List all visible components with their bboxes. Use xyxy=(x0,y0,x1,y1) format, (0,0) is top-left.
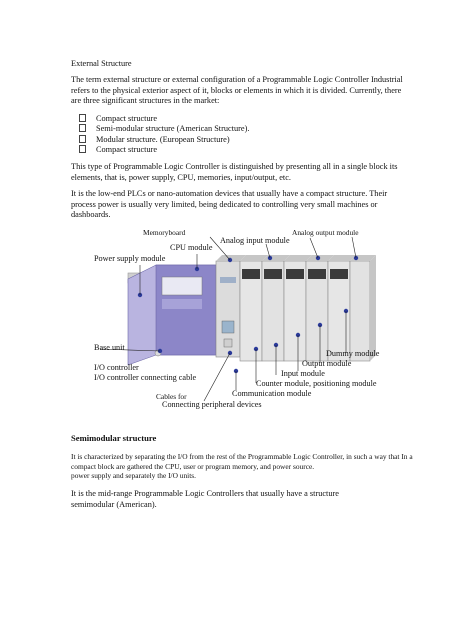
bullet-box-icon xyxy=(79,114,86,122)
compact-description: This type of Programmable Logic Controller is distinguished by presenting all in a single block its elements, that is, power supply, CPU, memories, input/output, etc. xyxy=(71,162,398,182)
label-communication-module: Communication module xyxy=(232,389,312,398)
bullet-box-icon xyxy=(79,145,86,153)
compact-low-end-paragraph: It is the low-end PLCs or nano-automation devices that usually have a compact structure. Their process power is usually very limited, being dedicated to controlling very small machines or dashboards. xyxy=(71,189,388,220)
label-analog-input-module: Analog input module xyxy=(220,236,290,245)
plc-figure xyxy=(70,225,410,415)
label-io-controller: I/O controller xyxy=(94,363,139,372)
label-base-unit: Base unit xyxy=(94,343,125,352)
label-io-cable: I/O controller connecting cable xyxy=(94,373,197,382)
label-memoryboard: Memoryboard xyxy=(143,228,186,237)
list-item: Semi-modular structure (American Structure). xyxy=(79,124,249,134)
structure-list xyxy=(79,114,249,156)
label-power-supply-module: Power supply module xyxy=(94,254,166,263)
label-analog-output-module: Analog output module xyxy=(292,228,359,237)
list-item: Modular structure. (European Structure) xyxy=(79,135,249,145)
section-heading: External Structure xyxy=(71,59,132,68)
list-item: Compact structure xyxy=(79,145,249,155)
bullet-box-icon xyxy=(79,135,86,143)
intro-paragraph: The term external structure or external configuration of a Programmable Logic Controller Industrial refers to the physical exterior aspect of it, blocks or elements in which it is divided. Currently, there are three significant structures in the market: xyxy=(71,75,403,106)
label-input-module: Input module xyxy=(281,369,325,378)
semimodular-description-cont: power supply and separately the I/O units. xyxy=(71,471,196,480)
label-counter-module: Counter module, positioning module xyxy=(256,379,377,388)
label-output-module: Output module xyxy=(302,359,352,368)
label-connecting-peripheral: Connecting peripheral devices xyxy=(162,400,262,409)
semimodular-heading: Semimodular structure xyxy=(71,433,157,443)
bullet-box-icon xyxy=(79,124,86,132)
label-cpu-module: CPU module xyxy=(170,243,213,252)
semimodular-description: It is characterized by separating the I/O from the rest of the Programmable Logic Controller, in such a way that In a compact block are gathered the CPU, user or program memory, and power source. xyxy=(71,452,413,471)
label-dummy-module: Dummy module xyxy=(326,349,380,358)
label-cables-for: Cables for xyxy=(156,392,187,401)
semimodular-mid-range-paragraph: It is the mid-range Programmable Logic Controllers that usually have a structure semimodular (American). xyxy=(71,489,339,509)
list-item: Compact structure xyxy=(79,114,249,124)
